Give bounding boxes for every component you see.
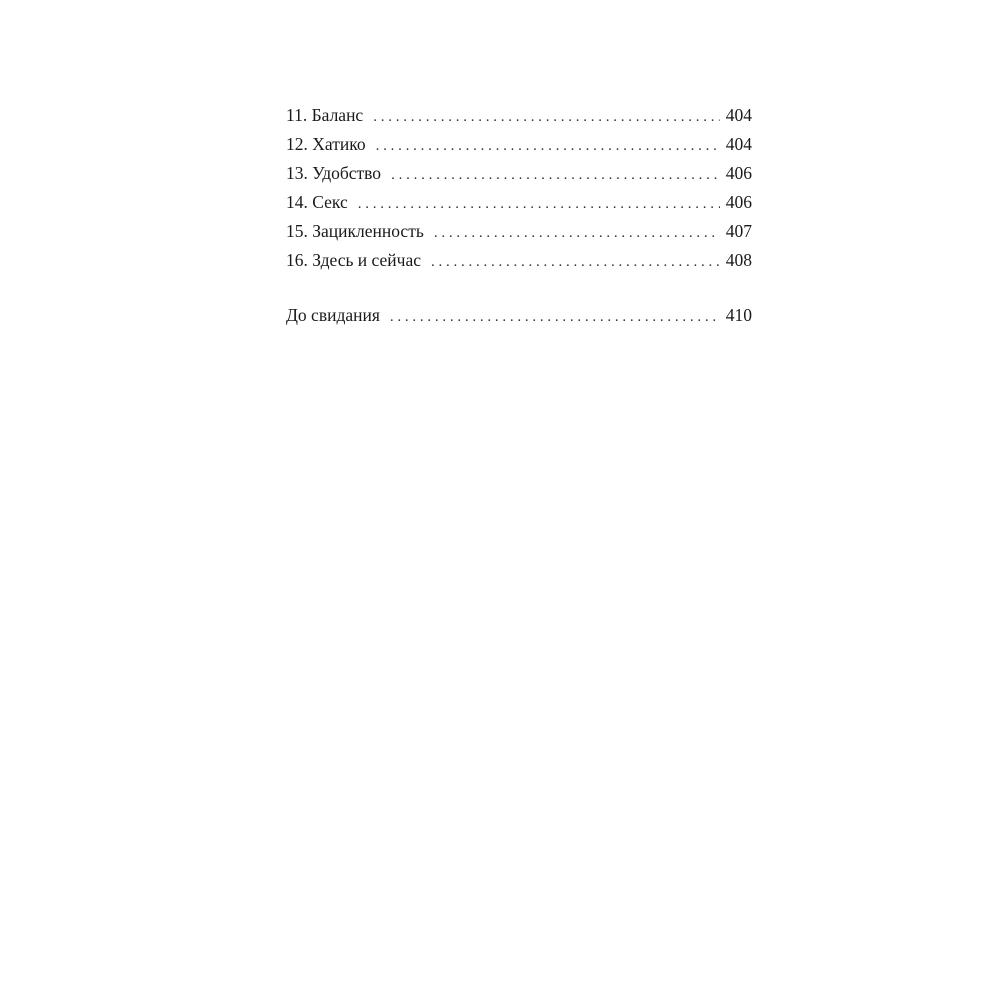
toc-entry-comfort[interactable]	[286, 159, 752, 188]
toc-entry-page: 404	[725, 134, 752, 154]
toc-entry-label: 15. Зацикленность	[286, 221, 424, 241]
toc-entry-here-and-now[interactable]	[286, 246, 752, 275]
toc-entry-fixation[interactable]	[286, 217, 752, 246]
dot-leader	[391, 161, 720, 190]
toc-entry-page: 407	[725, 221, 752, 241]
toc-entry-label: 14. Секс	[286, 192, 348, 212]
toc-entry-label: 11. Баланс	[286, 105, 364, 125]
toc-entry-page: 410	[725, 305, 752, 325]
toc-entry-page: 404	[725, 105, 752, 125]
toc-entry-label: 16. Здесь и сейчас	[286, 250, 422, 270]
toc-entry-label: 12. Хатико	[286, 134, 366, 154]
dot-leader	[373, 103, 720, 132]
dot-leader	[358, 190, 720, 219]
dot-leader	[376, 132, 720, 161]
toc-entry-page: 408	[725, 250, 752, 270]
toc-entry-page: 406	[725, 192, 752, 212]
toc-entry-label: 13. Удобство	[286, 163, 382, 183]
dot-leader	[434, 219, 720, 248]
dot-leader	[390, 303, 720, 332]
dot-leader	[431, 248, 720, 277]
toc-entry-balance[interactable]	[286, 101, 752, 130]
toc-entry-goodbye[interactable]	[286, 301, 752, 330]
toc-entry-label: До свидания	[286, 305, 380, 325]
toc-entry-sex[interactable]	[286, 188, 752, 217]
toc-entry-hachiko[interactable]	[286, 130, 752, 159]
toc-entry-page: 406	[725, 163, 752, 183]
table-of-contents	[286, 101, 752, 330]
